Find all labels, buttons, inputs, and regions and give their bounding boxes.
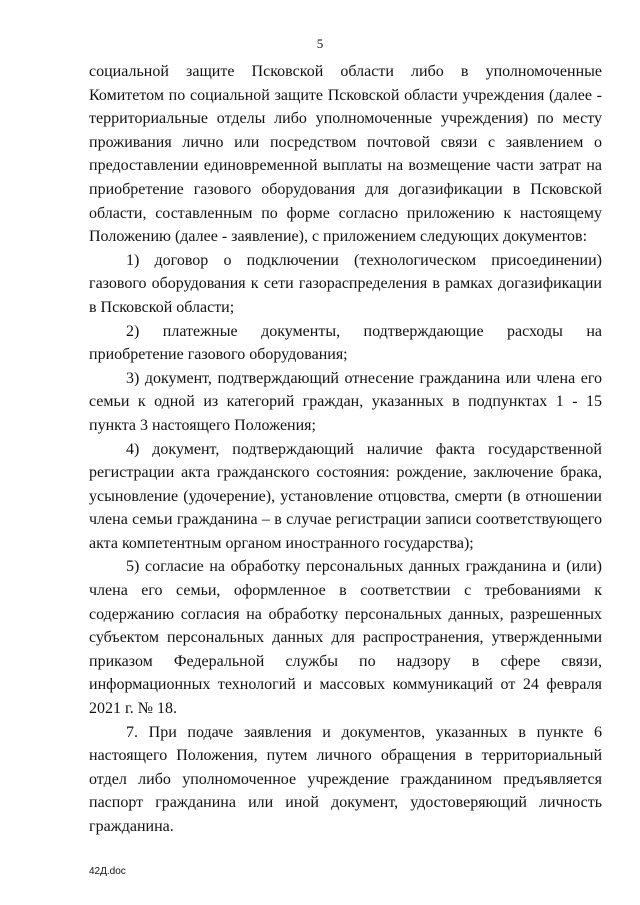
paragraph-item-3: 3) документ, подтверждающий отнесение гражданина или члена его семьи к одной из категорий граждан, указанных в подпунктах 1 - 15 пункта 3 настоящего Положения;	[89, 369, 602, 434]
footer-filename: 42Д.doc	[89, 866, 126, 877]
paragraph-clause-7: 7. При подаче заявления и документов, указанных в пункте 6 настоящего Положения, путем личного обращения в территориальный отдел либо уполномоченное учреждение гражданином предъявляется паспорт гражданина или иной документ, удостоверяющий личность гражданина.	[89, 723, 602, 835]
paragraph-item-4: 4) документ, подтверждающий наличие факта государственной регистрации акта гражданского состояния: рождение, заключение брака, усыновление (удочерение), установление отцовства, смерти (в отношении члена семьи гражданина – в случае регистрации записи соответствующего акта компетентным органом иностранного государства);	[89, 440, 602, 552]
paragraph-item-1: 1) договор о подключении (технологическом присоединении) газового оборудования к сети газораспределения в рамках догазификации в Псковской области;	[89, 251, 602, 316]
paragraph-item-5: 5) согласие на обработку персональных данных гражданина и (или) члена его семьи, оформленное в соответствии с требованиями к содержанию согласия на обработку персональных данных, разрешенных субъектом персональных данных для распространения, утвержденными приказом Федеральной службы по надзору в сфере связи, информационных технологий и массовых коммуникаций от 24 февраля 2021 г. № 18.	[89, 558, 602, 718]
paragraph-item-2: 2) платежные документы, подтверждающие расходы на приобретение газового оборудования;	[89, 322, 602, 364]
paragraph-intro: социальной защите Псковской области либо в уполномоченные Комитетом по социальной защите Псковской области учреждения (далее - территориальные отделы либо уполномоченные учреждения) по месту проживания лично или посредством почтовой связи с заявлением о предоставлении единовременной выплаты на возмещение части затрат на приобретение газового оборудования для догазификации в Псковской области, составленным по форме согласно приложению к настоящему Положению (далее - заявление), с приложением следующих документов:	[89, 63, 602, 246]
document-body	[89, 60, 602, 839]
page-number: 5	[316, 36, 324, 51]
